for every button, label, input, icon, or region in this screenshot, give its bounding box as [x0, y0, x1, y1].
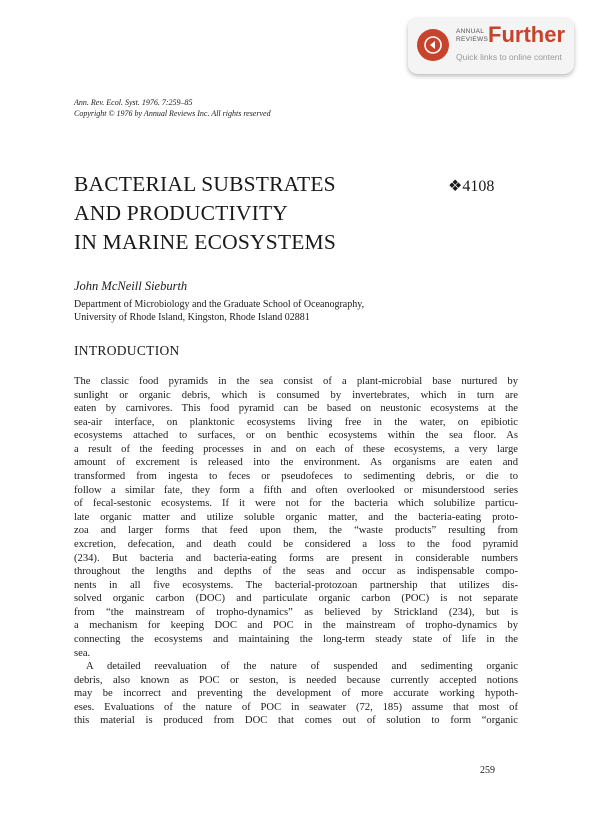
play-arrow-icon	[417, 29, 449, 61]
section-heading: INTRODUCTION	[74, 343, 180, 358]
text-line: eaten by carnivores. This food pyramid can be based on neustonic ecosystems at the	[74, 403, 518, 415]
author-name: John McNeill Sieburth	[74, 279, 188, 293]
further-label: Further	[488, 22, 565, 47]
author-affiliation	[74, 298, 364, 324]
text-line: follow a similar fate, they form a fifth and often overlooked or misunderstood series	[74, 484, 518, 496]
text-line: transformed from ingesta to feces or pseudofeces to sedimenting debris, or die to	[74, 471, 518, 483]
text-line: late organic matter and utilize soluble organic matter, and the bacteria-eating proto-	[74, 511, 518, 523]
affiliation-line: Department of Microbiology and the Graduate School of Oceanography,	[74, 299, 365, 310]
text-line: connecting the ecosystems and maintaining the long-term steady state of life in the	[74, 633, 518, 645]
text-line: a result of the feeding processes in and on each of these ecosystems, a very large	[74, 443, 518, 455]
text-line: of fecal-sestonic ecosystems. If it were not for the bacteria which solubilize particu-	[74, 498, 518, 510]
citation-line: Ann. Rev. Ecol. Syst. 1976. 7:259–85	[74, 98, 193, 107]
further-annual-reviews-badge[interactable]	[408, 18, 574, 74]
text-line: eses. Evaluations of the nature of POC in seawater (72, 185) assume that most of	[74, 701, 518, 713]
text-line: nents in all five ecosystems. The bacterial-protozoan partnership that utilizes dis-	[74, 579, 518, 591]
text-line: throughout the lengths and depths of the seas and occur as indispensable compo-	[74, 566, 518, 578]
article-code: ❖4108	[448, 178, 495, 195]
text-line: amount of excrement is released into the environment. As organisms are eaten and	[74, 457, 518, 469]
body-text	[74, 375, 518, 728]
text-line: (234). But bacteria and bacteria-eating forms are present in considerable numbers	[74, 552, 518, 564]
text-line: sea.	[74, 647, 91, 659]
text-line: may be incorrect and preventing the development of more accurate working hypoth-	[74, 688, 518, 700]
text-line: A detailed reevaluation of the nature of suspended and sedimenting organic	[86, 661, 518, 673]
text-line: The classic food pyramids in the sea consist of a plant-microbial base nurtured by	[74, 376, 518, 387]
copyright-line: Copyright © 1976 by Annual Reviews Inc. All rights reserved	[74, 108, 271, 118]
text-line: from “the mainstream of tropho-dynamics” as believed by Strickland (234), but is	[74, 606, 518, 618]
article-title	[74, 170, 404, 257]
text-line: debris, also known as POC or seston, is needed because currently accepted notions	[74, 674, 518, 686]
quick-links-label: Quick links to online content	[456, 52, 562, 62]
text-line: ecosystems attached to surfaces, or on benthic ecosystems within the sea floor. As	[74, 430, 518, 442]
text-line: sunlight or organic debris, which is consumed by invertebrates, which in turn are	[74, 389, 518, 401]
affiliation-line: University of Rhode Island, Kingston, Rhode Island 02881	[74, 312, 310, 323]
text-line: solved organic carbon (DOC) and particulate organic carbon (POC) is not separate	[74, 593, 518, 605]
title-line: AND PRODUCTIVITY	[74, 201, 289, 225]
annual-reviews-label: ANNUAL REVIEWS	[456, 28, 489, 43]
text-line: sea-air interface, on planktonic ecosystems living free in the water, on epibiotic	[74, 416, 518, 428]
page-number: 259	[480, 765, 495, 776]
journal-citation	[74, 98, 271, 119]
text-line: this material is produced from DOC that comes out of solution to form “organic	[74, 715, 518, 727]
paragraph	[74, 375, 518, 660]
paragraph	[74, 660, 518, 728]
text-line: a mechanism for keeping DOC and POC in the mainstream of tropho-dynamics by	[74, 620, 518, 632]
title-line: BACTERIAL SUBSTRATES	[74, 172, 336, 196]
title-line: IN MARINE ECOSYSTEMS	[74, 230, 337, 254]
text-line: zoa and larger forms that feed upon them, the “waste products” resulting from	[74, 525, 518, 537]
text-line: excretion, defecation, and death could be considered a loss to the food pyramid	[74, 538, 518, 550]
